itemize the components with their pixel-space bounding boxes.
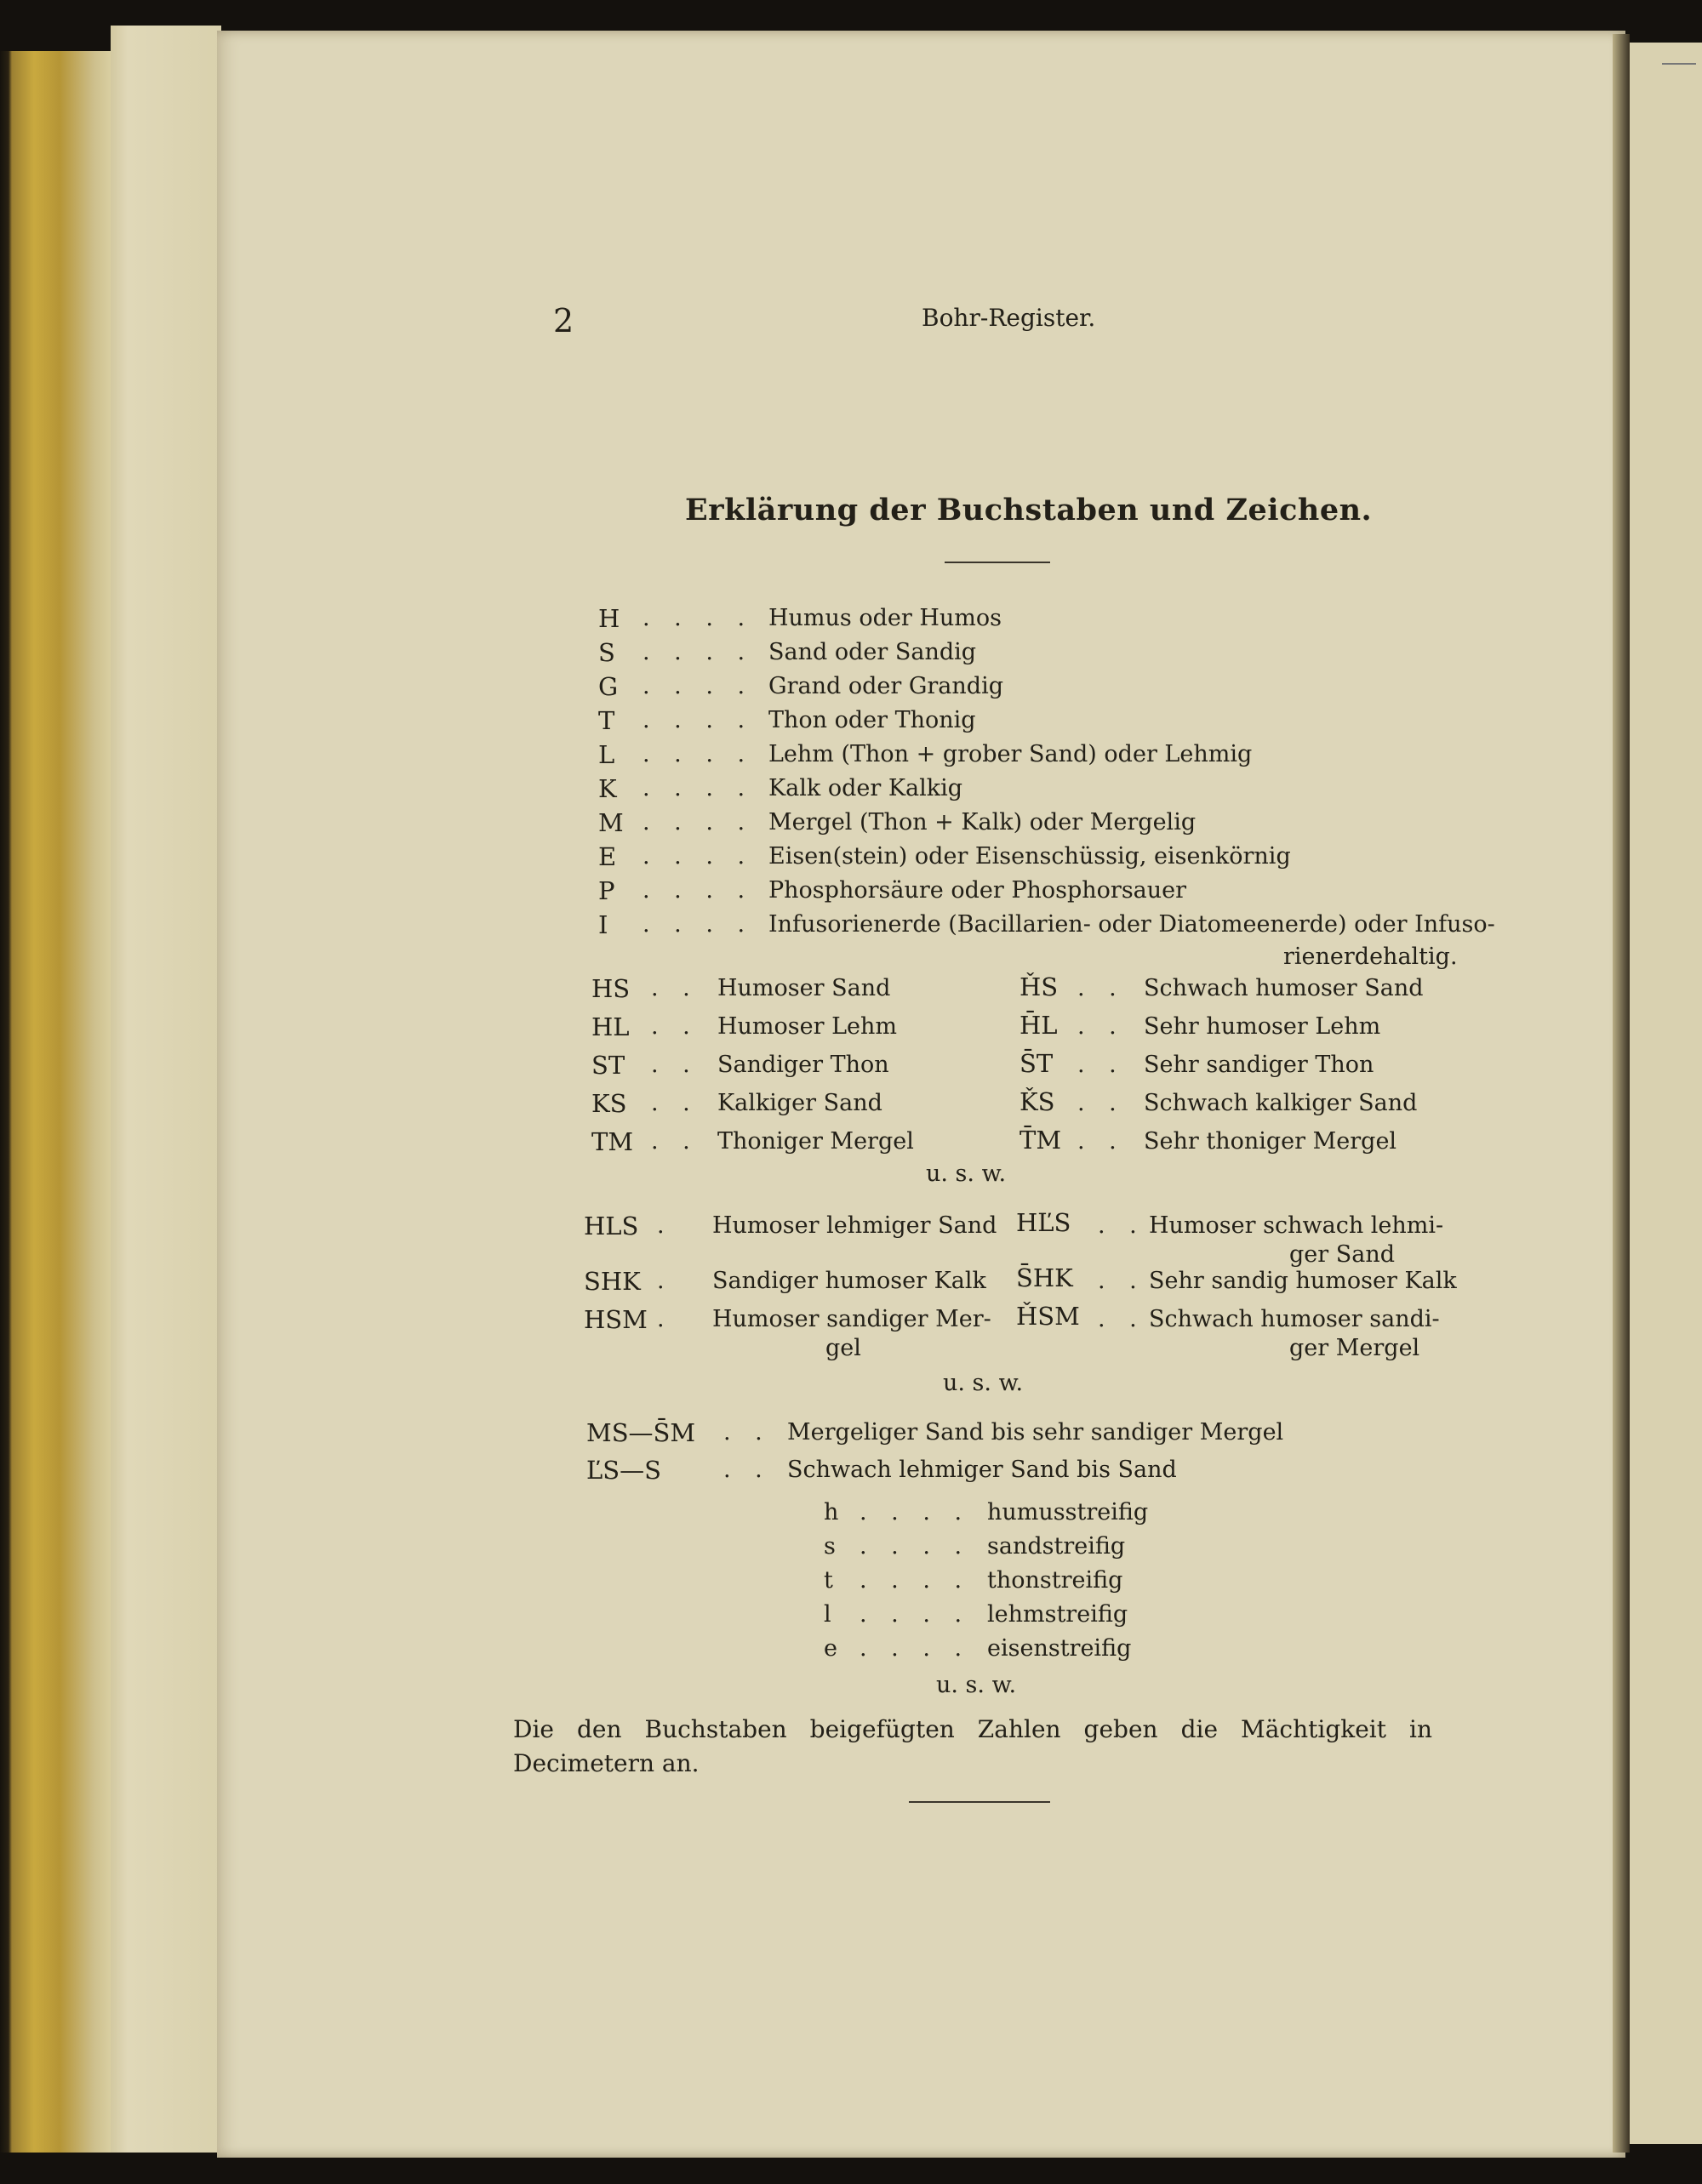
abbr-code: G — [598, 672, 619, 701]
abbr-code: T — [598, 706, 615, 735]
abbr-code: S̄HK — [1016, 1263, 1073, 1292]
usw-2: u. s. w. — [943, 1370, 1024, 1396]
leader-dots: . . — [723, 1457, 771, 1483]
leader-dots: . . . . — [643, 605, 754, 631]
abbr-code: H̄L — [1019, 1011, 1058, 1040]
abbr-code: ǨS — [1019, 1087, 1055, 1116]
leader-dots: . . — [1077, 1128, 1125, 1155]
abbr-code: ST — [591, 1051, 625, 1080]
range-code: MS—S̄M — [586, 1418, 696, 1447]
leader-dots: . . . . — [860, 1601, 971, 1628]
abbr-description: Kalk oder Kalkig — [768, 775, 963, 801]
page-stack — [111, 26, 221, 2153]
abbr-code: ȞSM — [1016, 1302, 1080, 1331]
leader-dots: . . . . — [643, 843, 754, 870]
abbr-code: HL — [591, 1012, 630, 1041]
abbr-description: Humoser sandiger Mer- — [712, 1306, 991, 1332]
leader-dots: . . — [1077, 975, 1125, 1001]
stripe-code: h — [824, 1499, 839, 1525]
leader-dots: . . — [651, 1052, 699, 1078]
abbr-description: Kalkiger Sand — [717, 1090, 882, 1116]
stripe-code: e — [824, 1635, 837, 1662]
leader-dots: . — [657, 1268, 673, 1294]
leader-dots: . . — [723, 1419, 771, 1446]
leader-dots: . . . . — [860, 1567, 971, 1594]
abbr-description-cont: ger Mergel — [1289, 1335, 1420, 1361]
abbr-code: HLS — [584, 1212, 639, 1240]
abbr-description: Mergel (Thon + Kalk) oder Mergelig — [768, 809, 1197, 835]
abbr-description: Schwach kalkiger Sand — [1144, 1090, 1418, 1116]
leader-dots: . — [657, 1306, 673, 1332]
abbr-description: Sand oder Sandig — [768, 639, 977, 665]
abbr-description-cont: rienerdehaltig. — [1283, 944, 1458, 970]
book-gutter — [1613, 34, 1630, 2153]
abbr-code: HĽS — [1016, 1208, 1071, 1237]
leader-dots: . . — [651, 975, 699, 1001]
usw-3: u. s. w. — [936, 1672, 1017, 1698]
abbr-code: TM — [591, 1127, 634, 1156]
stripe-code: l — [824, 1601, 831, 1628]
leader-dots: . — [657, 1212, 673, 1239]
usw-1: u. s. w. — [926, 1160, 1007, 1187]
section-title: Erklärung der Buchstaben und Zeichen. — [685, 493, 1373, 527]
leader-dots: . . — [651, 1090, 699, 1116]
stripe-description: sandstreifig — [987, 1533, 1126, 1560]
leader-dots: . . . . — [860, 1499, 971, 1525]
abbr-description-cont: gel — [825, 1335, 861, 1361]
leader-dots: . . — [1098, 1306, 1145, 1332]
abbr-code: H — [598, 604, 620, 633]
abbr-code: L — [598, 740, 615, 769]
leader-dots: . . — [1077, 1052, 1125, 1078]
abbr-description: Lehm (Thon + grober Sand) oder Lehmig — [768, 741, 1253, 767]
abbr-code: T̄M — [1019, 1126, 1062, 1155]
abbr-description: Humoser schwach lehmi- — [1149, 1212, 1444, 1239]
abbr-description: Sehr humoser Lehm — [1144, 1013, 1381, 1040]
abbr-code: KS — [591, 1089, 627, 1118]
next-page-edge — [1630, 43, 1702, 2144]
abbr-description: Sehr sandig humoser Kalk — [1149, 1268, 1457, 1294]
abbr-code: S — [598, 638, 615, 667]
leader-dots: . . . . — [643, 877, 754, 904]
abbr-description: Sehr sandiger Thon — [1144, 1052, 1374, 1078]
leader-dots: . . . . — [643, 809, 754, 835]
abbr-description: Eisen(stein) oder Eisenschüssig, eisenkörnig — [768, 843, 1291, 870]
range-description: Schwach lehmiger Sand bis Sand — [787, 1457, 1177, 1483]
stripe-code: s — [824, 1533, 836, 1560]
abbr-code: I — [598, 910, 608, 939]
range-description: Mergeliger Sand bis sehr sandiger Mergel — [787, 1419, 1284, 1446]
stripe-description: eisenstreifig — [987, 1635, 1132, 1662]
abbr-description: Sehr thoniger Mergel — [1144, 1128, 1397, 1155]
leader-dots: . . . . — [643, 741, 754, 767]
leader-dots: . . — [651, 1128, 699, 1155]
stripe-description: thonstreifig — [987, 1567, 1123, 1594]
leader-dots: . . . . — [860, 1635, 971, 1662]
abbr-description: Humoser Lehm — [717, 1013, 898, 1040]
abbr-description: Schwach humoser sandi- — [1149, 1306, 1440, 1332]
abbr-code: HS — [591, 974, 631, 1003]
abbr-description: Humoser lehmiger Sand — [712, 1212, 997, 1239]
abbr-code: M — [598, 808, 624, 837]
abbr-description: Humoser Sand — [717, 975, 891, 1001]
abbr-code: HSM — [584, 1305, 648, 1334]
leader-dots: . . . . — [860, 1533, 971, 1560]
abbr-description: Thon oder Thonig — [768, 707, 976, 733]
abbr-description-cont: ger Sand — [1289, 1241, 1396, 1268]
abbr-code: P — [598, 876, 615, 905]
abbr-description: Infusorienerde (Bacillarien- oder Diatomeenerde) oder Infuso- — [768, 911, 1495, 938]
abbr-code: S̄T — [1019, 1049, 1054, 1078]
leader-dots: . . — [1098, 1212, 1145, 1239]
abbr-description: Sandiger Thon — [717, 1052, 889, 1078]
footnote-paragraph: Die den Buchstaben beigefügten Zahlen geben die Mächtigkeit in Decimetern an. — [513, 1715, 1432, 1777]
abbr-code: SHK — [584, 1267, 641, 1296]
leader-dots: . . . . — [643, 639, 754, 665]
page-number: 2 — [553, 302, 574, 339]
leader-dots: . . . . — [643, 673, 754, 699]
abbr-description: Humus oder Humos — [768, 605, 1002, 631]
leader-dots: . . — [651, 1013, 699, 1040]
abbr-code: K — [598, 774, 617, 803]
end-rule — [909, 1801, 1050, 1803]
leader-dots: . . — [1077, 1013, 1125, 1040]
leader-dots: . . — [1077, 1090, 1125, 1116]
abbr-description: Sandiger humoser Kalk — [712, 1268, 986, 1294]
leader-dots: . . . . — [643, 707, 754, 733]
stripe-code: t — [824, 1567, 833, 1594]
range-code: ĽS—S — [586, 1456, 661, 1485]
stripe-description: lehmstreifig — [987, 1601, 1128, 1628]
running-title: Bohr-Register. — [922, 304, 1096, 332]
abbr-description: Phosphorsäure oder Phosphorsauer — [768, 877, 1187, 904]
stripe-description: humusstreifig — [987, 1499, 1149, 1525]
leader-dots: . . — [1098, 1268, 1145, 1294]
leader-dots: . . . . — [643, 775, 754, 801]
abbr-code: E — [598, 842, 617, 871]
abbr-description: Schwach humoser Sand — [1144, 975, 1424, 1001]
abbr-description: Thoniger Mergel — [717, 1128, 914, 1155]
title-rule — [945, 562, 1050, 563]
abbr-code: ȞS — [1019, 972, 1059, 1001]
leader-dots: . . . . — [643, 911, 754, 938]
abbr-description: Grand oder Grandig — [768, 673, 1003, 699]
